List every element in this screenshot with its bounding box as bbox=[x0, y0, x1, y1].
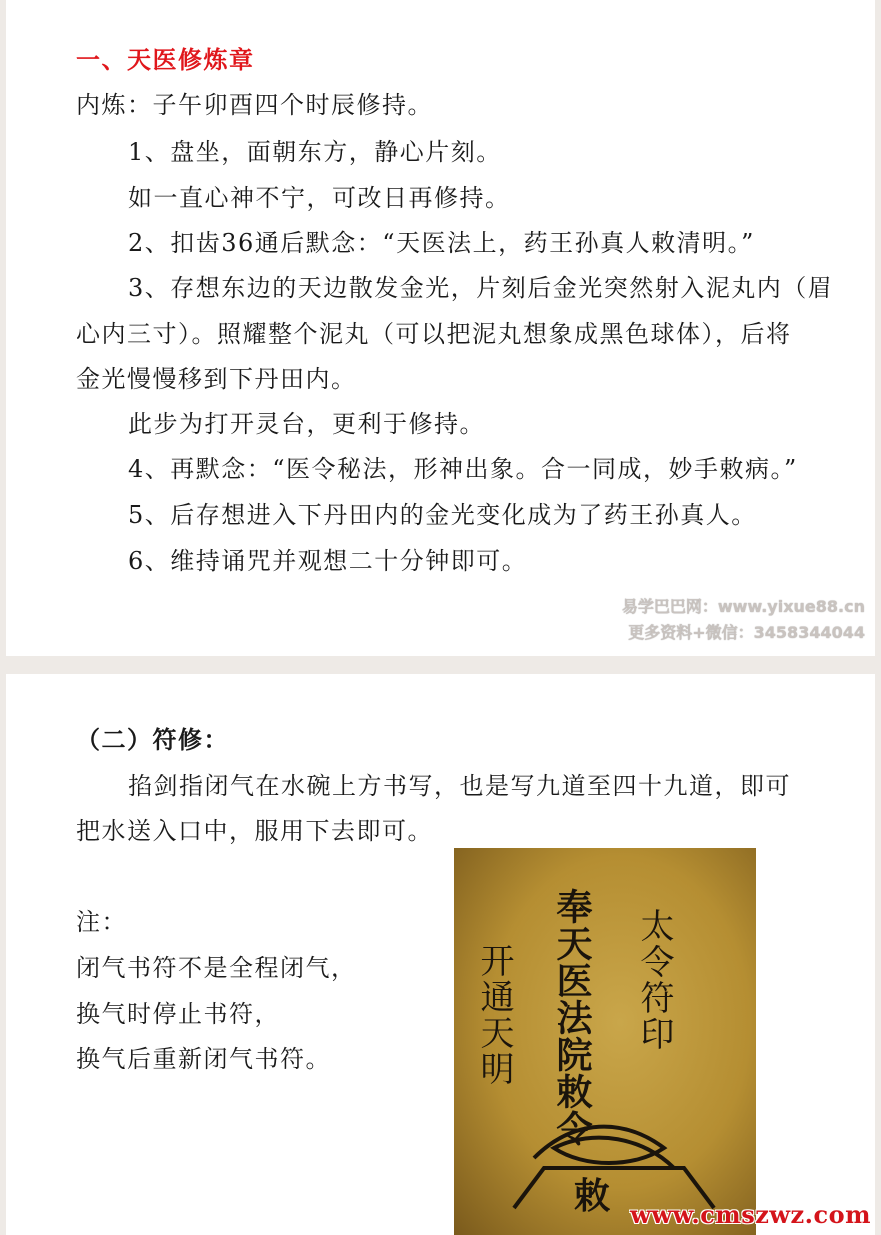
paragraph-line: 3、存想东边的天边散发金光，片刻后金光突然射入泥丸内（眉 bbox=[128, 274, 834, 302]
site-watermark: www.cmszwz.com bbox=[630, 1200, 871, 1229]
note-line: 闭气书符不是全程闭气， bbox=[76, 954, 357, 982]
section-title-2: （二）符修： bbox=[76, 725, 229, 754]
paragraph-line: 5、后存想进入下丹田内的金光变化成为了药王孙真人。 bbox=[128, 501, 757, 529]
watermark-line: 更多资料+微信：3458344044 bbox=[628, 623, 865, 642]
paragraph-line: 金光慢慢移到下丹田内。 bbox=[76, 365, 357, 393]
paragraph-line: 6、维持诵咒并观想二十分钟即可。 bbox=[128, 547, 528, 575]
paragraph-line: 心内三寸）。照耀整个泥丸（可以把泥丸想象成黑色球体），后将 bbox=[76, 320, 792, 348]
note-title: 注： bbox=[76, 908, 127, 936]
talisman-text-bottom: 敕 bbox=[574, 1175, 611, 1217]
note-line: 换气后重新闭气书符。 bbox=[76, 1045, 331, 1073]
paragraph-line: 此步为打开灵台，更利于修持。 bbox=[128, 410, 485, 438]
paragraph-line: 1、盘坐，面朝东方，静心片刻。 bbox=[128, 138, 502, 166]
talisman-drawing bbox=[454, 848, 756, 1235]
paragraph-line: 如一直心神不宁，可改日再修持。 bbox=[128, 184, 511, 212]
note-line: 换气时停止书符， bbox=[76, 1000, 280, 1028]
paragraph-line: 2、扣齿36通后默念：“天医法上，药王孙真人敕清明。” bbox=[128, 229, 755, 257]
watermark-line: 易学巴巴网：www.yixue88.cn bbox=[621, 597, 865, 616]
talisman-text-right: 太令符印 bbox=[634, 908, 674, 1052]
section-title-1: 一、天医修炼章 bbox=[76, 45, 255, 74]
paragraph-line: 4、再默念：“医令秘法，形神出象。合一同成，妙手敕病。” bbox=[128, 455, 798, 483]
paragraph-line: 把水送入口中，服用下去即可。 bbox=[76, 817, 433, 845]
paragraph-line: 内炼：子午卯酉四个时辰修持。 bbox=[76, 91, 433, 119]
talisman-text-center: 奉天医法院敕令 bbox=[551, 888, 593, 1147]
paragraph-line: 掐剑指闭气在水碗上方书写，也是写九道至四十九道，即可 bbox=[128, 772, 791, 800]
talisman-image bbox=[454, 848, 756, 1235]
talisman-text-left: 开通天明 bbox=[474, 943, 514, 1087]
